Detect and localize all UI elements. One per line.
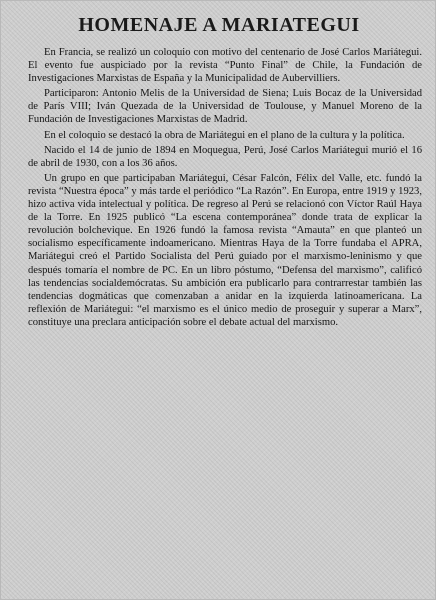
article-paragraph: Participaron: Antonio Melis de la Universidad de Siena; Luis Bocaz de la Universidad de París VIII; Iván Quezada de la Universidad de Toulouse, y Manuel Moreno de la Fundación de Investigaciones Marxistas de Madrid. xyxy=(28,88,422,126)
article-paragraph: En Francia, se realizó un coloquio con motivo del centenario de José Carlos Mariátegui. El evento fue auspiciado por la revista “Punto Final” de Chile, la Fundación de Investigaciones Marxistas de España y la Municipalidad de Aubervilliers. xyxy=(28,47,422,85)
article-body xyxy=(28,46,422,329)
article-title: HOMENAJE A MARIATEGUI xyxy=(78,14,360,36)
article-paragraph: En el coloquio se destacó la obra de Mariátegui en el plano de la cultura y la política. xyxy=(44,129,405,141)
article-paragraph: Un grupo en que participaban Mariátegui, César Falcón, Félix del Valle, etc. fundó la revista “Nuestra época” y más tarde el periódico “La Razón”. En Europa, entre 1919 y 1923, hizo activa vida intelectual y política. De regreso al Perú se relacionó con Víctor Raúl Haya de la Torre. En 1925 publicó “La escena contemporánea” donde trata de explicar la revolución bolchevique. En 1926 fundó la famosa revista “Amauta” en que planteó un socialismo específicamente indoamericano. Mientras Haya de la Torre fundaba el APRA, Mariátegui creó el Partido Socialista del Perú guiado por el marxismo-leninismo y que después tomaría el nombre de PC. En un libro póstumo, “Defensa del marxismo”, calificó las tendencias socialdemócratas. Su ambición era publicarlo para contrarrestar también las tendencias dogmáticas que comenzaban a anidar en la izquierda latinoamericana. La reflexión de Mariátegui: “el marxismo es el único medio de proseguir y superar a Marx”, constituye una preclara anticipación sobre el debate actual del marxismo. xyxy=(28,172,422,328)
article-paragraph: Nacido el 14 de junio de 1894 en Moquegua, Perú, José Carlos Mariátegui murió el 16 de abril de 1930, con a los 36 años. xyxy=(28,144,422,169)
